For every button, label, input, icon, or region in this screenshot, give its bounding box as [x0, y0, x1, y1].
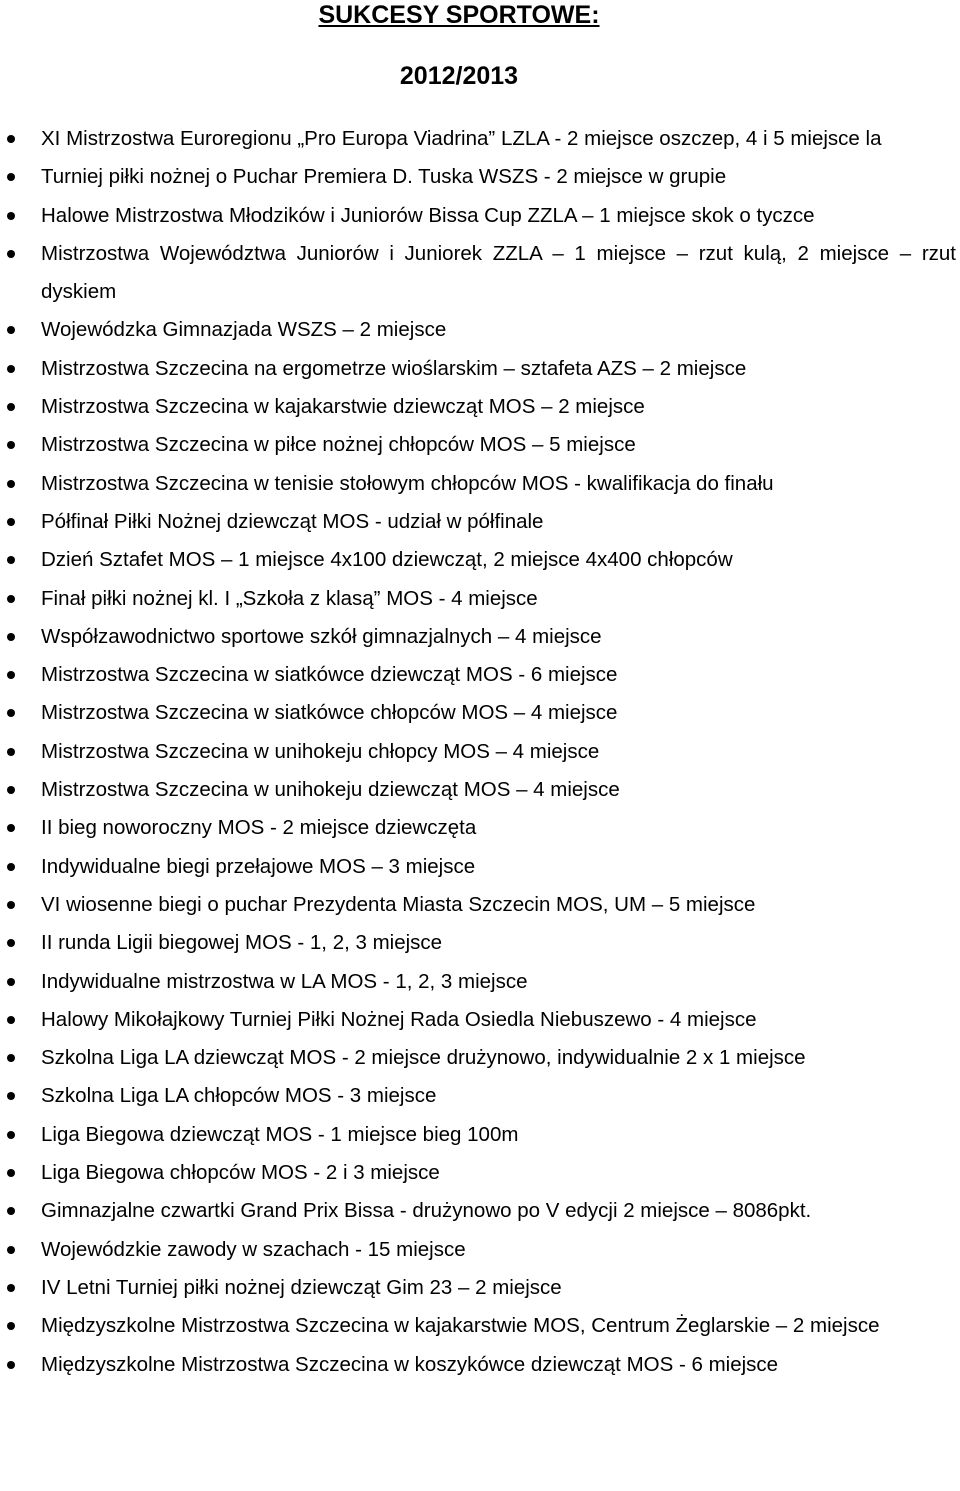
list-item: II bieg noworoczny MOS - 2 miejsce dziewczęta	[0, 809, 960, 847]
list-item: II runda Ligii biegowej MOS - 1, 2, 3 miejsce	[0, 924, 960, 962]
season-heading: 2012/2013	[399, 62, 519, 90]
bullet-icon	[7, 1284, 15, 1292]
bullet-icon	[7, 1131, 15, 1139]
bullet-icon	[7, 1054, 15, 1062]
bullet-icon	[7, 786, 15, 794]
list-item: Mistrzostwa Szczecina w siatkówce chłopców MOS – 4 miejsce	[0, 694, 960, 732]
list-item: Liga Biegowa chłopców MOS - 2 i 3 miejsce	[0, 1154, 960, 1192]
bullet-icon	[7, 901, 15, 909]
bullet-icon	[7, 939, 15, 947]
bullet-icon	[7, 633, 15, 641]
list-item: Mistrzostwa Szczecina w unihokeju dziewcząt MOS – 4 miejsce	[0, 771, 960, 809]
bullet-icon	[7, 556, 15, 564]
list-item: Indywidualne biegi przełajowe MOS – 3 miejsce	[0, 848, 960, 886]
bullet-icon	[7, 212, 15, 220]
list-item: Współzawodnictwo sportowe szkół gimnazjalnych – 4 miejsce	[0, 618, 960, 656]
list-item: IV Letni Turniej piłki nożnej dziewcząt Gim 23 – 2 miejsce	[0, 1269, 960, 1307]
bullet-icon	[7, 480, 15, 488]
list-item: Mistrzostwa Szczecina w siatkówce dziewcząt MOS - 6 miejsce	[0, 656, 960, 694]
bullet-icon	[7, 326, 15, 334]
list-item: Mistrzostwa Szczecina w kajakarstwie dziewcząt MOS – 2 miejsce	[0, 388, 960, 426]
achievements-list	[0, 120, 960, 1384]
bullet-icon	[7, 250, 15, 258]
list-item: Wojewódzka Gimnazjada WSZS – 2 miejsce	[0, 311, 960, 349]
list-item: Wojewódzkie zawody w szachach - 15 miejsce	[0, 1231, 960, 1269]
list-item: Międzyszkolne Mistrzostwa Szczecina w koszykówce dziewcząt MOS - 6 miejsce	[0, 1346, 960, 1384]
bullet-icon	[7, 365, 15, 373]
list-item: Dzień Sztafet MOS – 1 miejsce 4x100 dziewcząt, 2 miejsce 4x400 chłopców	[0, 541, 960, 579]
list-item: Międzyszkolne Mistrzostwa Szczecina w kajakarstwie MOS, Centrum Żeglarskie – 2 miejsce	[0, 1307, 960, 1345]
list-item: XI Mistrzostwa Euroregionu „Pro Europa Viadrina” LZLA - 2 miejsce oszczep, 4 i 5 miejsce la	[0, 120, 960, 158]
bullet-icon	[7, 824, 15, 832]
page-title: SUKCESY SPORTOWE:	[318, 1, 600, 29]
list-item: Mistrzostwa Województwa Juniorów i Juniorek ZZLA – 1 miejsce – rzut kulą, 2 miejsce – rzut dyskiem	[0, 235, 960, 312]
bullet-icon	[7, 173, 15, 181]
list-item: Mistrzostwa Szczecina na ergometrze wioślarskim – sztafeta AZS – 2 miejsce	[0, 350, 960, 388]
list-item: Mistrzostwa Szczecina w tenisie stołowym chłopców MOS - kwalifikacja do finału	[0, 465, 960, 503]
bullet-icon	[7, 403, 15, 411]
bullet-icon	[7, 1207, 15, 1215]
list-item: Szkolna Liga LA dziewcząt MOS - 2 miejsce drużynowo, indywidualnie 2 x 1 miejsce	[0, 1039, 960, 1077]
bullet-icon	[7, 671, 15, 679]
list-item: Halowe Mistrzostwa Młodzików i Juniorów Bissa Cup ZZLA – 1 miejsce skok o tyczce	[0, 197, 960, 235]
bullet-icon	[7, 1361, 15, 1369]
bullet-icon	[7, 1169, 15, 1177]
list-item: Mistrzostwa Szczecina w piłce nożnej chłopców MOS – 5 miejsce	[0, 426, 960, 464]
bullet-icon	[7, 978, 15, 986]
bullet-icon	[7, 135, 15, 143]
bullet-icon	[7, 709, 15, 717]
list-item: Turniej piłki nożnej o Puchar Premiera D. Tuska WSZS - 2 miejsce w grupie	[0, 158, 960, 196]
list-item: Półfinał Piłki Nożnej dziewcząt MOS - udział w półfinale	[0, 503, 960, 541]
list-item: Liga Biegowa dziewcząt MOS - 1 miejsce bieg 100m	[0, 1116, 960, 1154]
bullet-icon	[7, 1092, 15, 1100]
bullet-icon	[7, 518, 15, 526]
bullet-icon	[7, 1246, 15, 1254]
list-item: Halowy Mikołajkowy Turniej Piłki Nożnej Rada Osiedla Niebuszewo - 4 miejsce	[0, 1001, 960, 1039]
bullet-icon	[7, 441, 15, 449]
bullet-icon	[7, 863, 15, 871]
list-item: Mistrzostwa Szczecina w unihokeju chłopcy MOS – 4 miejsce	[0, 733, 960, 771]
list-item: Finał piłki nożnej kl. I „Szkoła z klasą” MOS - 4 miejsce	[0, 580, 960, 618]
bullet-icon	[7, 1016, 15, 1024]
list-item: Indywidualne mistrzostwa w LA MOS - 1, 2, 3 miejsce	[0, 963, 960, 1001]
list-item: Gimnazjalne czwartki Grand Prix Bissa - drużynowo po V edycji 2 miejsce – 8086pkt.	[0, 1192, 960, 1230]
list-item: VI wiosenne biegi o puchar Prezydenta Miasta Szczecin MOS, UM – 5 miejsce	[0, 886, 960, 924]
bullet-icon	[7, 1322, 15, 1330]
list-item: Szkolna Liga LA chłopców MOS - 3 miejsce	[0, 1077, 960, 1115]
bullet-icon	[7, 748, 15, 756]
bullet-icon	[7, 595, 15, 603]
